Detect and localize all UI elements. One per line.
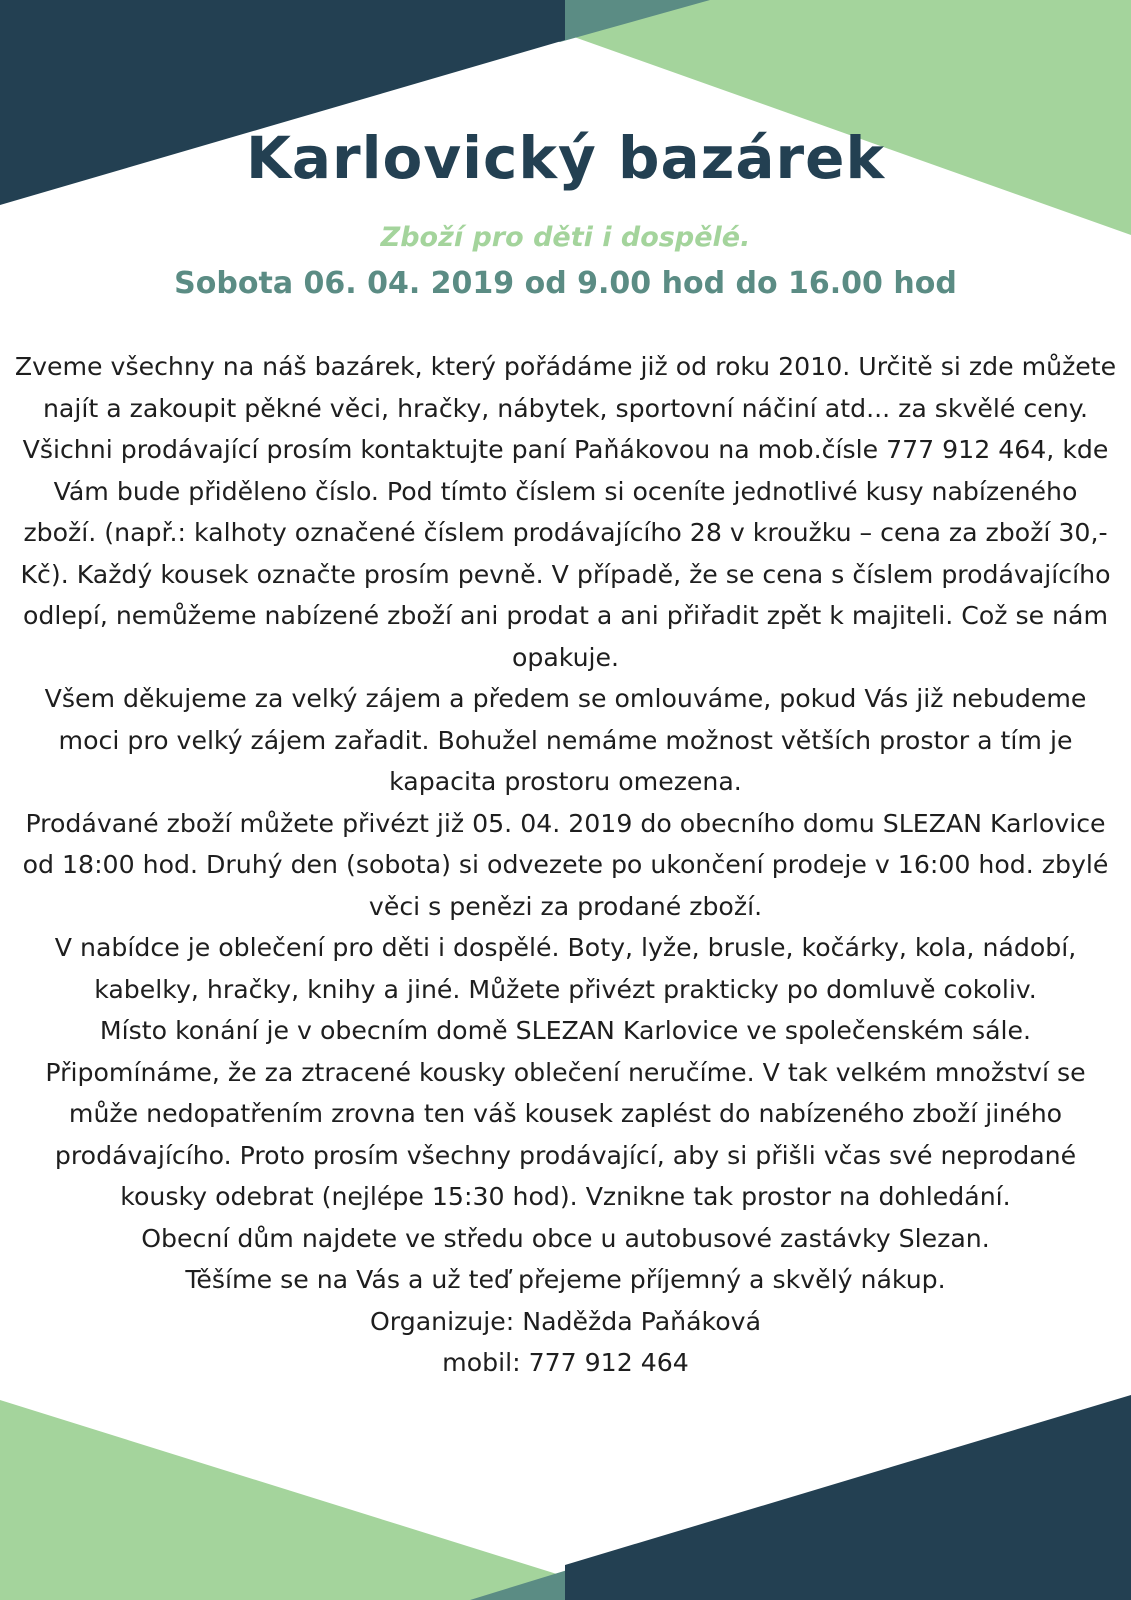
paragraph-closing: Těšíme se na Vás a už teď přejeme příjemný a skvělý nákup. bbox=[185, 1265, 946, 1294]
poster-subtitle: Zboží pro děti i dospělé. bbox=[380, 222, 751, 253]
phone-line: mobil: 777 912 464 bbox=[442, 1348, 689, 1377]
paragraph-location: Obecní dům najdete ve středu obce u autobusové zastávky Slezan. bbox=[141, 1223, 990, 1253]
paragraph-liability: Připomínáme, že za ztracené kousky oblečení neručíme. V tak velkém množství se může nedopatřením zrovna ten váš kousek zaplést do nabízeného zboží jiného prodávajícího. Proto prosím všechny prodávající, aby si přišli včas své neprodané kousky odebrat (nejlépe 15:30 hod). Vznikne tak prostor na dohledání. bbox=[45, 1057, 1086, 1211]
event-date: Sobota 06. 04. 2019 od 9.00 hod do 16.00 hod bbox=[174, 266, 957, 301]
paragraph-capacity: Všem děkujeme za velký zájem a předem se omlouváme, pokud Vás již nebudeme moci pro velký zájem zařadit. Bohužel nemáme možnost větších prostor a tím je kapacita prostoru omezena. bbox=[44, 684, 1087, 796]
paragraph-offer: V nabídce je oblečení pro děti i dospělé. Boty, lyže, brusle, kočárky, kola, nádobí, kabelky, hračky, knihy a jiné. Můžete přivézt prakticky po domluvě cokoliv. bbox=[54, 933, 1077, 1004]
paragraph-invitation: Zveme všechny na náš bazárek, který pořádáme již od roku 2010. Určitě si zde můžete najít a zakoupit pěkné věci, hračky, nábytek, sportovní náčiní atd... za skvělé ceny. bbox=[14, 352, 1117, 423]
paragraph-sellers-contact: Všichni prodávající prosím kontaktujte paní Paňákovou na mob.čísle 777 912 464, kde Vám bude přiděleno číslo. Pod tímto číslem si oceníte jednotlivé kusy nabízeného zboží. (např.: kalhoty označené číslem prodávajícího 28 v kroužku – cena za zboží 30,-Kč). Každý kousek označte prosím pevně. V případě, že se cena s číslem prodávajícího odlepí, nemůžeme nabízené zboží ani prodat a ani přiřadit zpět k majiteli. Což se nám opakuje. bbox=[20, 435, 1111, 672]
paragraph-drop-off: Prodávané zboží můžete přivézt již 05. 04. 2019 do obecního domu SLEZAN Karlovice od 18:00 hod. Druhý den (sobota) si odvezete po ukončení prodeje v 16:00 hod. zbylé věci s penězi za prodané zboží. bbox=[22, 808, 1109, 921]
poster-body bbox=[14, 346, 1117, 1384]
paragraph-venue: Místo konání je v obecním domě SLEZAN Karlovice ve společenském sále. bbox=[99, 1016, 1032, 1045]
organizer-line: Organizuje: Naděžda Paňáková bbox=[369, 1306, 762, 1336]
poster-title: Karlovický bazárek bbox=[245, 124, 886, 192]
